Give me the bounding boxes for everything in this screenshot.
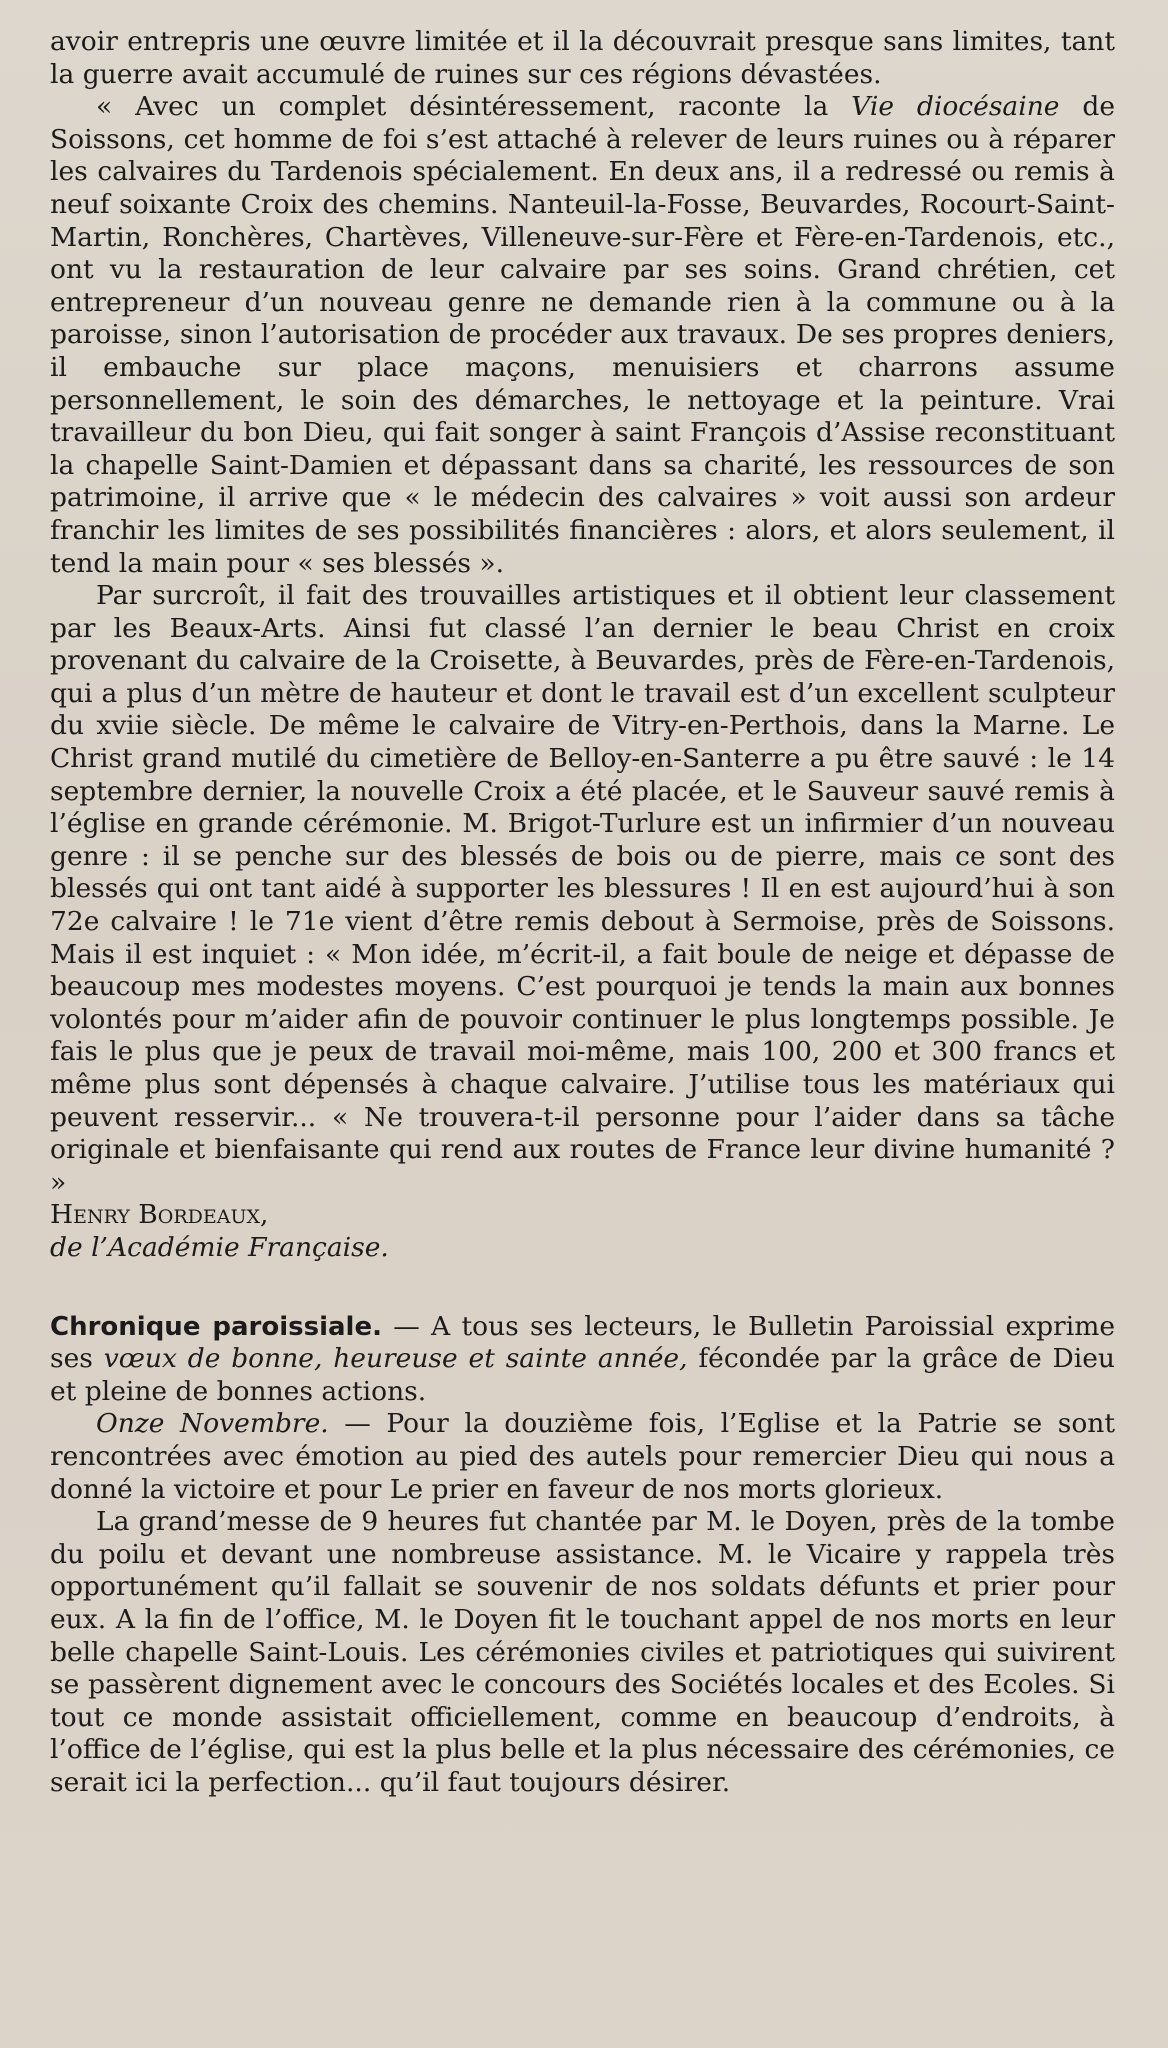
quote-body: de Soissons, cet homme de foi s’est attaché à relever de leurs ruines ou à réparer les calvaires du Tardenois spécialement. En deux ans, il a redressé ou remis à neuf soixante Croix des chemins. Nanteuil-la-Fosse, Beuvardes, Rocourt-Saint-Martin, Ronchères, Chartèves, Villeneuve-sur-Fère et Fère-en-Tardenois, etc., ont vu la restauration de leur calvaire par ses soins. Grand chrétien, cet entrepreneur d’un nouveau genre ne demande rien à la commune ou à la paroisse, sinon l’autorisation de procéder aux travaux. De ses propres deniers, il embauche sur place maçons, menuisiers et charrons assume personnellement, le soin des démarches, le nettoyage et la peinture. Vrai travailleur du bon Dieu, qui fait songer à saint François d’Assise reconstituant la chapelle Saint-Damien et dépassant dans sa charité, les ressources de son patrimoine, il arrive que « le médecin des calvaires » voit aussi son ardeur franchir les limites de ses possibilités financières : alors, et alors seulement, il tend la main pour « ses blessés ».: [50, 91, 1116, 579]
chronique-intro-end: fécondée par la grâce de Dieu et pleine de bonnes actions.: [50, 1343, 1115, 1407]
quote-intro: « Avec un complet désintéressement, raconte la: [96, 91, 852, 123]
opening-paragraph: avoir entrepris une œuvre limitée et il la découvrait presque sans limites, tant la guerre avait accumulé de ruines sur ces régions dévastées.: [50, 26, 1115, 90]
chronique-wishes: vœux de bonne, heureuse et sainte année,: [103, 1343, 688, 1375]
surcroit-paragraph: Par surcroît, il fait des trouvailles artistiques et il obtient leur classement par les Beaux-Arts. Ainsi fut classé l’an dernier le beau Christ en croix provenant du calvaire de la Croisette, à Beuvardes, près de Fère-en-Tardenois, qui a plus d’un mètre de hauteur et dont le travail est d’un excellent sculpteur du xviie siècle. De même le calvaire de Vitry-en-Perthois, dans la Marne. Le Christ grand mutilé du cimetière de Belloy-en-Santerre a pu être sauvé : le 14 septembre dernier, la nouvelle Croix a été placée, et le Sauveur sauvé remis à l’église en grande cérémonie. M. Brigot-Turlure est un infirmier d’un nouveau genre : il se penche sur des blessés de bois ou de pierre, mais ce sont des blessés qui ont tant aidé à supporter les blessures ! Il en est aujourd’hui à son 72e calvaire ! le 71e vient d’être remis debout à Sermoise, près de Soissons. Mais il est inquiet : « Mon idée, m’écrit-il, a fait boule de neige et dépasse de beaucoup mes modestes moyens. C’est pourquoi je tends la main aux bonnes volontés pour m’aider afin de pouvoir continuer le plus longtemps possible. Je fais le plus que je peux de travail moi-même, mais 100, 200 et 300 francs et même plus sont dépensés à chaque calvaire. J’utilise tous les matériaux qui peuvent resservir... « Ne trouvera-t-il personne pour l’aider dans sa tâche originale et bienfaisante qui rend aux routes de France leur divine humanité ? »: [50, 580, 1115, 1198]
chronique-heading: Chronique paroissiale.: [50, 1311, 382, 1342]
onze-novembre-label: Onze Novembre.: [96, 1408, 329, 1440]
signature-name: Henry Bordeaux,: [50, 1199, 269, 1231]
quote-paragraph: [50, 91, 1115, 580]
signature-title: de l’Académie Française.: [50, 1231, 389, 1263]
grand-messe-paragraph: La grand’messe de 9 heures fut chantée par M. le Doyen, près de la tombe du poilu et devant une nombreuse assistance. M. le Vicaire y rappela très opportunément qu’il fallait se souvenir de nos soldats défunts et prier pour eux. A la fin de l’office, M. le Doyen fit le touchant appel de nos morts en leur belle chapelle Saint-Louis. Les cérémonies civiles et patriotiques qui suivirent se passèrent dignement avec le concours des Sociétés locales et des Ecoles. Si tout ce monde assistait officiellement, comme en beaucoup d’endroits, à l’office de l’église, qui est la plus belle et la plus nécessaire des cérémonies, ce serait ici la perfection... qu’il faut toujours désirer.: [50, 1506, 1115, 1798]
chronique-intro-start: — A tous ses lecteurs, le Bulletin Paroissial exprime ses: [50, 1310, 1116, 1375]
onze-novembre-text: — Pour la douzième fois, l’Eglise et la Patrie se sont rencontrées avec émotion au pied des autels pour remercier Dieu qui nous a donné la victoire et pour Le prier en faveur de nos morts glorieux.: [50, 1408, 1115, 1505]
page-text: [50, 26, 1115, 1799]
chronique-intro-paragraph: [50, 1311, 1115, 1409]
section-gap: [50, 1265, 1115, 1311]
quote-source: Vie diocésaine: [851, 91, 1060, 123]
onze-novembre-paragraph: [50, 1408, 1115, 1506]
